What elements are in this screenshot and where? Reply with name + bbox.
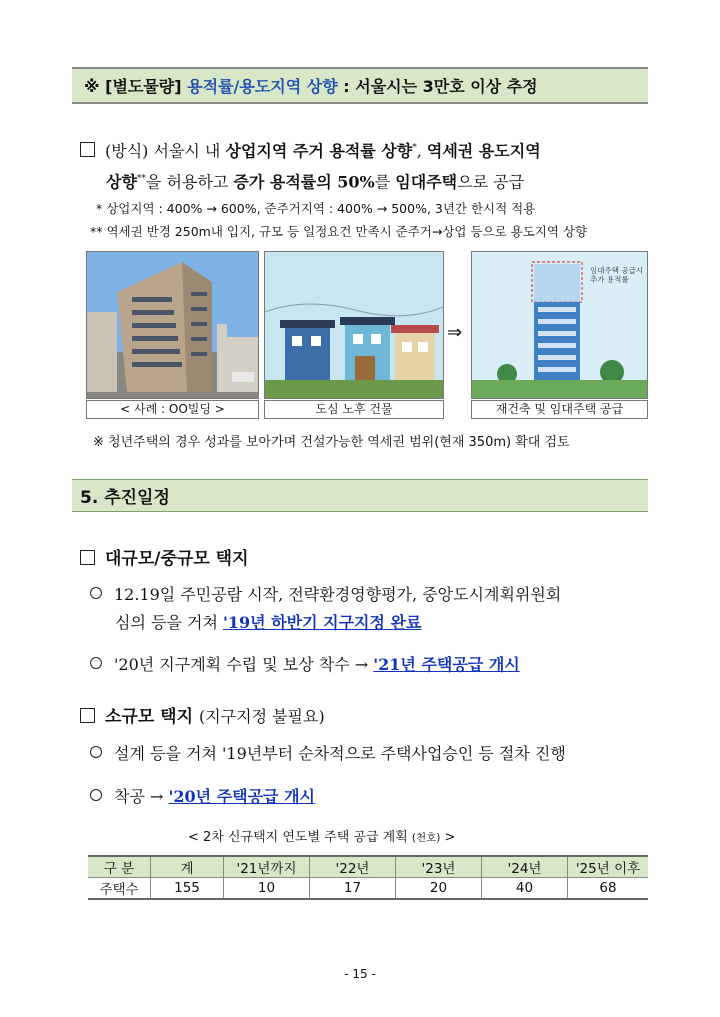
banner-suffix: : 서울시는 3만호 이상 추정: [343, 77, 538, 96]
small-item-2-text: 착공 →: [114, 787, 169, 806]
table-caption: [188, 826, 455, 845]
example-building-photo: [86, 251, 259, 399]
supply-start-2020-link[interactable]: '20년 주택공급 개시: [168, 787, 315, 806]
large-item-1-line-1: 12.19일 주민공람 시작, 전략환경영향평가, 중앙도시계획위원회: [114, 585, 562, 604]
policy-text-4: 를: [374, 172, 396, 192]
separate-volume-banner: [72, 67, 648, 104]
table-cell: 20: [396, 878, 482, 900]
table-header-row: [88, 856, 648, 878]
checkbox-bullet-icon: [80, 142, 95, 157]
table-header-cell: '21년까지: [224, 856, 310, 878]
transform-arrow-icon: ⇒: [447, 322, 463, 343]
table-cell: 17: [310, 878, 396, 900]
table-header-cell: 구 분: [88, 856, 151, 878]
table-header-cell: 계: [151, 856, 224, 878]
circle-bullet-icon: [90, 746, 102, 758]
table-cell: 155: [151, 878, 224, 900]
table-caption-text: < 2차 신규택지 연도별 주택 공급 계획: [188, 830, 408, 845]
supply-plan-table: [88, 855, 648, 900]
small-sites-heading: [80, 702, 325, 727]
policy-bold-2: 역세권 용도지역: [426, 141, 541, 161]
building-photo-image: [87, 252, 258, 398]
policy-text-3: 을 허용하고: [145, 172, 234, 192]
small-sites-item-1: [90, 741, 566, 764]
table-header-cell: '24년: [482, 856, 568, 878]
small-sites-heading-text: 소규모 택지: [105, 707, 194, 727]
circle-bullet-icon: [90, 587, 102, 599]
policy-sup-1: *: [412, 143, 417, 153]
youth-housing-note: ※ 청년주택의 경우 성과를 보아가며 건설가능한 역세권 범위(현재 350m) 확대 검토: [93, 435, 570, 450]
old-buildings-image: [265, 252, 443, 398]
policy-bold-3: 상향: [106, 172, 137, 192]
reconstruction-illustration: [471, 251, 648, 399]
policy-sup-2: **: [136, 174, 146, 185]
checkbox-bullet-icon: [80, 708, 95, 723]
caption-example-building: < 사례 : OO빌딩 >: [86, 400, 259, 419]
table-cell: 68: [568, 878, 649, 900]
caption-reconstruction: 재건축 및 임대주택 공급: [471, 400, 648, 419]
policy-text-2: ,: [416, 141, 427, 161]
table-cell: 10: [224, 878, 310, 900]
table-cell: 40: [482, 878, 568, 900]
caption-old-buildings: 도심 노후 건물: [264, 400, 444, 419]
note-commercial-area: * 상업지역 : 400% → 600%, 준주거지역 : 400% → 500%, 3년간 한시적 적용: [96, 201, 536, 216]
old-buildings-illustration: [264, 251, 444, 399]
large-sites-item-1: [90, 582, 561, 605]
large-sites-heading-text: 대규모/중규모 택지: [105, 549, 249, 569]
large-item-1-line-2: 심의 등을 거쳐: [115, 613, 223, 632]
table-row: [88, 878, 648, 900]
table-header-cell: '22년: [310, 856, 396, 878]
policy-bold-5: 임대주택: [395, 172, 458, 192]
banner-highlight: 용적률/용도지역 상향: [187, 77, 338, 96]
circle-bullet-icon: [90, 789, 102, 801]
table-cell: 주택수: [88, 878, 151, 900]
table-header-cell: '25년 이후: [568, 856, 649, 878]
page-number: - 15 -: [344, 967, 376, 981]
checkbox-bullet-icon: [80, 550, 95, 565]
large-sites-heading: [80, 544, 249, 569]
policy-bold-4: 증가 용적률의 50%: [233, 172, 375, 192]
table-caption-end: >: [444, 830, 456, 845]
designation-complete-link[interactable]: '19년 하반기 지구지정 완료: [223, 613, 422, 632]
policy-bold-1: 상업지역 주거 용적률 상향: [225, 141, 413, 161]
small-sites-heading-note: (지구지정 불필요): [198, 707, 325, 726]
section-5-heading: 5. 추진일정: [72, 479, 648, 512]
extra-floor-area-label: 임대주택 공급시 추가 용적률: [590, 266, 644, 284]
large-sites-item-1-cont: [115, 610, 421, 633]
table-header-cell: '23년: [396, 856, 482, 878]
large-item-2-text: '20년 지구계획 수립 및 보상 착수 →: [114, 655, 374, 674]
circle-bullet-icon: [90, 657, 102, 669]
supply-start-2021-link[interactable]: '21년 주택공급 개시: [373, 655, 520, 674]
policy-paragraph: [80, 134, 660, 197]
table-caption-unit: (천호): [411, 832, 441, 844]
note-station-area: ** 역세권 반경 250m내 입지, 규모 등 일정요건 만족시 준주거→상업 등으로 용도지역 상향: [90, 224, 588, 239]
banner-prefix: ※ [별도물량]: [84, 77, 182, 96]
policy-text-1: (방식) 서울시 내: [105, 141, 226, 161]
small-sites-item-2: [90, 784, 315, 807]
large-sites-item-2: [90, 652, 520, 675]
small-item-1-text: 설계 등을 거쳐 '19년부터 순차적으로 주택사업승인 등 절차 진행: [114, 744, 566, 763]
policy-text-5: 으로 공급: [457, 172, 525, 192]
